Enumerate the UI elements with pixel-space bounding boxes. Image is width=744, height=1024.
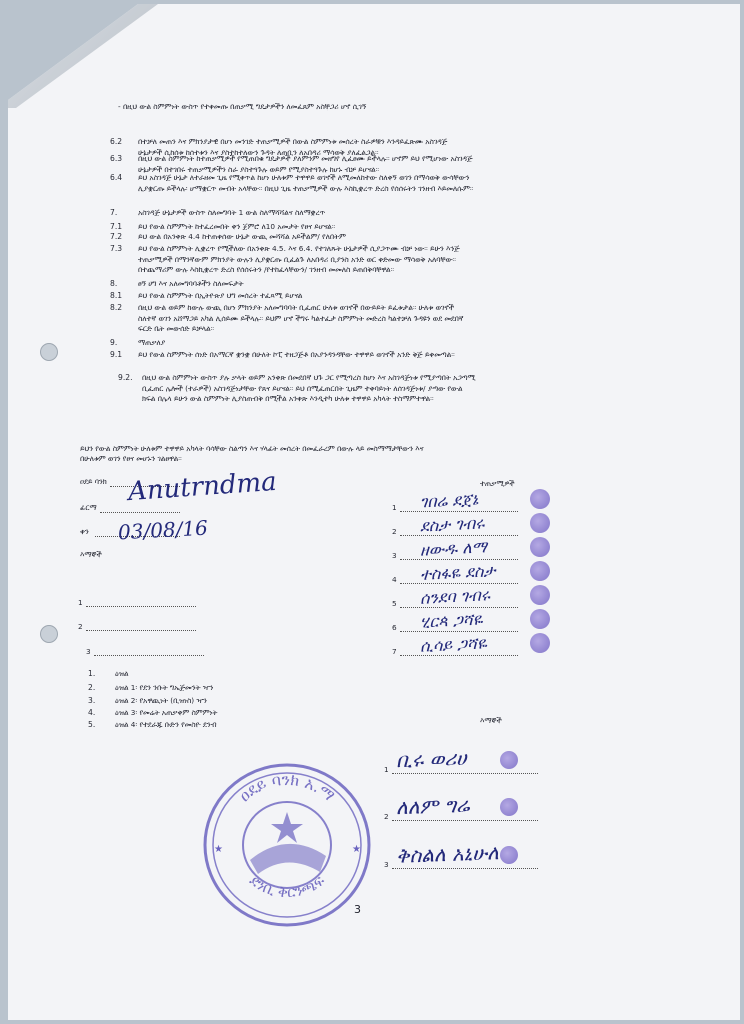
- attachment-number: 4.: [88, 708, 96, 717]
- clause-text-line: ማጠቃለያ: [138, 338, 166, 347]
- handwritten-date: 03/08/16: [117, 515, 209, 545]
- attachment-number: 3.: [88, 696, 96, 705]
- beneficiary-line: [400, 535, 518, 536]
- clause-text-line: ፍርድ ቤት መውሰድ ይቻላል።: [138, 324, 215, 333]
- beneficiary-signature: ዘውዱ ለማ: [419, 537, 488, 560]
- witness-signature: ቅስልለ አኒሁለ: [395, 840, 500, 868]
- clause-number: 9.1: [110, 350, 123, 359]
- bank-stamp: [202, 760, 372, 930]
- attachment-number: 5.: [88, 720, 96, 729]
- clause-text-line: ይህ ውል በአንቀጽ 4.4 ከተጠቀሰው ሁኔታ ውጪ መሻሻል አይችልም/ የለበትም: [138, 232, 346, 241]
- clause-text-line: ይህ የውል ስምምነት ሊቋረጥ የሚችለው በአንቀጽ 4.5. እና 6.4. የተገለጹት ሁኔታዎች ሲያጋጥሙ ብቻ ነው። ይሁን እንጅ: [138, 244, 460, 253]
- clause-text-line: ፀኝ ሀግ እና አለመግባባቶችን ስለመፍታት: [138, 279, 244, 288]
- attachment-title: ዕዝል: [115, 669, 129, 678]
- clause-text-line: በዚህ ውል ወይም ከውሉ ውጪ በሆነ ምክንያት አለመግባባት ቢፈጠር ሁለቱ ወገኖች በውይይት ይፈቱታል። ሁለቱ ወገኖች: [138, 303, 454, 312]
- witness-line: [392, 820, 538, 821]
- date-label: ቀን: [80, 527, 89, 536]
- stamp-star-right: ★: [352, 844, 361, 855]
- clause-number: 6.4: [110, 173, 123, 182]
- clause-text-line: ተጠቃሚዎች በማንኛውም ምክንያት ውሉን ሊያቋርጡ ቢፈልጉ ለአበዳሪ ቢያንስ አንድ ወር ቀድመው ማሳወቅ አለባቸው።: [138, 254, 456, 264]
- attachment-number: 1.: [88, 669, 96, 678]
- witness-3-number: 3: [86, 647, 91, 656]
- beneficiary-number: 3: [392, 551, 397, 560]
- clause-number: 7.: [110, 208, 118, 217]
- fingerprint-mark: [530, 537, 550, 557]
- witness-1-number: 1: [78, 598, 83, 607]
- beneficiary-signature: ተስፋዬ ደስታ: [419, 561, 496, 584]
- stamp-bottom-text: ደንቢ ቅርንጫፍ: [245, 871, 329, 902]
- beneficiary-signature: ሰንደባ ገብሩ: [419, 585, 491, 608]
- clause-number: 8.: [110, 279, 118, 288]
- bank-label: ዐደይ ባንክ: [80, 477, 107, 486]
- beneficiary-signature: ሲሳይ ጋሻዬ: [419, 633, 488, 656]
- clause-number: 8.2: [110, 303, 123, 312]
- witnesses-right-label: እማኞች: [480, 716, 502, 725]
- fingerprint-mark: [530, 561, 550, 581]
- beneficiary-line: [400, 607, 518, 608]
- beneficiary-line: [400, 511, 518, 512]
- clause-text-line: በተቻለ መጠን እና ምክንያታዊ በሆነ መንገድ ተጠቃሚዎች በውል ስምምነቱ መሰረት ስራዎቹን እንዳይፈጽሙ አስገዳጅ: [138, 137, 448, 146]
- witness-signature: ቢሩ ወሪሀ: [395, 745, 467, 773]
- beneficiary-number: 2: [392, 527, 397, 536]
- punch-hole: [40, 343, 58, 361]
- clause-number: 6.2: [110, 137, 123, 146]
- clause-number: 7.2: [110, 232, 123, 241]
- attachment-number: 2.: [88, 683, 96, 692]
- intro-line: - በዚህ ውል ስምምነት ውስጥ የተቀመጡ በጠቃሚ ግዴታዎችን ለመፈጸም አስቸጋሪ ሆኖ ሲገኝ: [118, 102, 367, 111]
- witness-3-line: [94, 655, 204, 656]
- fingerprint-mark: [530, 633, 550, 653]
- beneficiary-line: [400, 655, 518, 656]
- fingerprint-mark: [530, 513, 550, 533]
- signature-line: [100, 512, 180, 513]
- clause-text-line: ይህ የውል ስምምነት ከተፈረመበት ቀን ጀምሮ ለ10 አመታት የፀና ይሆናል።: [138, 222, 336, 231]
- clause-text-line: በዚህ ውል ስምምነት ውስጥ ያሉ ቃላት ወይም አንቀጽ በመደበኛ ህጉ ጋር የሚጣረስ ከሆነ እና አስገዳጅነቱ የሚያጣበት አጋጣሚ: [142, 373, 476, 382]
- agreement-line: በሁለቱም ወገን የፀና መሆኑን ገልፀዋል።: [80, 453, 182, 463]
- beneficiary-number: 4: [392, 575, 397, 584]
- clause-number: 9.2.: [118, 373, 133, 382]
- attachment-title: ዕዝል 3፡ የመሬት አጠቃቀም ስምምነት: [115, 708, 218, 717]
- fingerprint-mark: [530, 609, 550, 629]
- fingerprint-mark: [500, 798, 518, 816]
- fingerprint-mark: [530, 585, 550, 605]
- witness-signature: ለለም ግሬ: [395, 792, 470, 820]
- agreement-paragraph: [80, 444, 680, 463]
- witness-line: [392, 868, 538, 869]
- clause-text-line: ቢፈጠር ሌሎች (ተራዎች) አስገዳጅነታቸው የጸና ይሆናል። ይህ በሚፈጠርበት ጊዜም ተቀባይነት ለሰገዳጅነቱ/ ያጣው የውል: [142, 383, 463, 393]
- clause-text-line: ሊያቋርጡ ይችላሉ፡ ሆማቋርጥ መብት አላቸው። በዚህ ጊዜ ተጠቃሚዎች ውሉ እስኪቋረጥ ድረስ የሰሰሩትን ገንዘብ እይመለሱም።: [138, 183, 474, 193]
- attachment-title: ዕዝል 2፡ የአዋጪነት (ቢዝነስ) ዣን: [115, 696, 207, 705]
- bank-signature: Anutrndma: [127, 466, 278, 508]
- clause-text-line: ይህ አስገዳጅ ሁኔታ ለተራዘመ ጊዜ የሚቀጥል ከሆነ ሁለቱም ተዋዋይ ወገኖች ለሚመለከተው ስለቀኝ ወገን በማሳወቅ ውሳቸውን: [138, 173, 470, 182]
- witness-number: 3: [384, 860, 389, 869]
- clause-number: 7.3: [110, 244, 123, 253]
- clause-text-line: ይህ የውል ስምምነት ሰነድ በአማርኛ ቋንቋ በሁለት ኮፒ ተዘጋጅቶ በአያንዳንዳቸው ተዋዋይ ወገኖች አንድ ቅጅ ይቀመጣል።: [138, 350, 455, 359]
- clause-text-line: ስለተኛ ወገን አሸማጋይ አካል ሊሰይሙ ይችላሉ። ይህም ሆኖ ችግሩ ካልተፈታ ስምምነት መድረስ ካልተቻለ ጉዳዩን ወደ መደበኛ: [138, 313, 464, 323]
- witnesses-label: እማኞች: [80, 550, 102, 559]
- clause-number: 8.1: [110, 291, 123, 300]
- beneficiary-signature: ገበሬ ደጀኔ: [419, 489, 479, 512]
- clause-text-line: ይህ የውል ስምምነት በኢትዮጵያ ህግ መሰረት ተፈጻሚ ይሆናል: [138, 291, 303, 300]
- clause-number: 6.3: [110, 154, 123, 163]
- beneficiary-number: 7: [392, 647, 397, 656]
- beneficiary-number: 5: [392, 599, 397, 608]
- beneficiaries-label: ተጠቃሚዎች: [480, 479, 515, 488]
- clause-text-line: ክፍል በሌላ ይሁን ውል ስምምነት ሊያስጠብቅ በሚችል አንቀጽ እንዲተካ ሁለቱ ተዋዋይ አካላት ተስማምተዋል።: [142, 394, 434, 403]
- beneficiary-line: [400, 559, 518, 560]
- witness-1-line: [86, 606, 196, 607]
- witness-2-number: 2: [78, 622, 83, 631]
- punch-hole: [40, 625, 58, 643]
- beneficiary-line: [400, 583, 518, 584]
- beneficiary-signature: ደስታ ገብሩ: [419, 513, 485, 536]
- fingerprint-mark: [500, 751, 518, 769]
- page-number: 3: [354, 903, 361, 916]
- beneficiary-number: 1: [392, 503, 397, 512]
- witness-number: 1: [384, 765, 389, 774]
- signature-label: ፊርማ: [80, 503, 97, 512]
- clause-number: 7.1: [110, 222, 123, 231]
- beneficiary-signature: ሂርጳ ጋሻዬ: [419, 609, 484, 632]
- witness-number: 2: [384, 812, 389, 821]
- attachment-title: ዕዝል 4፡ የተደራጁ ቡድን የመስዮ ደንብ: [115, 720, 217, 729]
- clause-number: 9.: [110, 338, 118, 347]
- agreement-line: ይህን የውል ስምምነት ሁለቱም ተዋዋይ አካላት ባሳቸው ስልጣን እና ሃላፊት መሰረት በመፈራረም በውሉ ላይ መስማማታቸውን እና: [80, 444, 424, 453]
- fingerprint-mark: [500, 846, 518, 864]
- attachment-title: ዕዝል 1፡ የደን ንቡት ግኤጅመንት ዣን: [115, 683, 214, 692]
- stamp-top-text: ዐደይ ባንክ አ.ማ: [234, 769, 339, 806]
- fingerprint-mark: [530, 489, 550, 509]
- clause-text-line: ሁኔታዎች ሲከሰቱ ከሰተቱን እና ያስተከተለውን ጉዳት ለጠቢን ለአበዳሪ ማሳወቅ ያለፈልጋል።: [138, 147, 379, 157]
- beneficiary-line: [400, 631, 518, 632]
- beneficiary-number: 6: [392, 623, 397, 632]
- clause-text-line: አስገዳጅ ሁኔታዎች ውስጥ ስለመግባት 1 ውል ስለማሻሻልና ስለማቋረጥ: [138, 208, 326, 217]
- folded-corner: [8, 4, 158, 114]
- clause-text-line: በተጨማሪም ውሉ እስኪቋረጥ ድረስ የሰሰሩትን /የተከፈላቸውን/ ገንዘብ መመለስ ይጠበቅባቸዋል።: [138, 265, 394, 274]
- stamp-star-left: ★: [214, 844, 223, 855]
- clause-text-line: በዚህ ውል ስምምነት ከተጠቃሚዎች የሚጠበቁ ግዴታዎች ያለምንም መዘግየ ሊፈፀሙ ይችላሉ። ሆኖም ይህ የሚሆነው አስገዳጅ: [138, 154, 473, 163]
- witness-2-line: [86, 630, 196, 631]
- witness-line: [392, 773, 538, 774]
- clause-text-line: ሁኔታዎች በተገበሩ ተጠቃሚዎችን ስራ ያስተጓጉሉ ወይም የሚያስተጓጉሉ ከሆኑ ብቻ ይሆናል።: [138, 164, 380, 174]
